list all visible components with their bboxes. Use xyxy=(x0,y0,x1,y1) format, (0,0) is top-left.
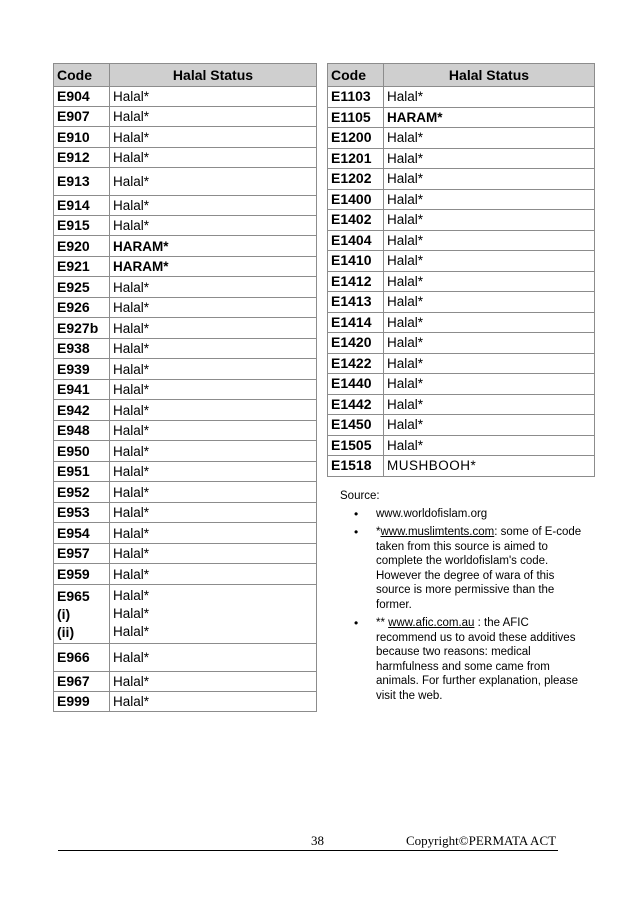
source-prefix: * xyxy=(376,526,381,538)
halal-status-cell: Halal* xyxy=(384,169,595,190)
left-additives-table xyxy=(53,63,317,712)
halal-status-cell: Halal* xyxy=(110,107,317,127)
table-row xyxy=(54,196,317,216)
table-row xyxy=(54,127,317,148)
halal-status-column-header: Halal Status xyxy=(384,64,595,87)
table-row xyxy=(54,441,317,462)
halal-status-cell: Halal* xyxy=(110,298,317,318)
halal-status-cell: Halal* xyxy=(110,380,317,400)
additive-code-cell: E913 xyxy=(54,168,110,196)
table-row xyxy=(328,128,595,149)
halal-status-cell: Halal* xyxy=(384,312,595,333)
table-row xyxy=(54,298,317,318)
table-row xyxy=(328,292,595,313)
table-row xyxy=(328,271,595,292)
additive-code-cell: E948 xyxy=(54,421,110,441)
additive-code-cell xyxy=(54,585,110,644)
table-row xyxy=(54,644,317,672)
table-row xyxy=(54,148,317,168)
halal-status-cell: Halal* xyxy=(110,216,317,236)
additive-code-cell: E904 xyxy=(54,87,110,107)
halal-status-cell: Halal* xyxy=(110,523,317,544)
table-row xyxy=(328,394,595,415)
additive-code-cell: E1413 xyxy=(328,292,384,313)
source-text: www.worldofislam.org xyxy=(376,507,488,520)
table-row xyxy=(54,482,317,503)
halal-status-cell: HARAM* xyxy=(110,257,317,277)
additive-code-cell: E1400 xyxy=(328,189,384,210)
table-row xyxy=(54,257,317,277)
halal-status-cell: Halal* xyxy=(384,353,595,374)
additive-code-cell: E999 xyxy=(54,692,110,712)
halal-status-cell: Halal* xyxy=(110,339,317,359)
additive-code-line: E965 xyxy=(57,588,90,604)
halal-status-cell: HARAM* xyxy=(110,236,317,257)
halal-status-cell: Halal* xyxy=(110,148,317,168)
halal-status-line: Halal* xyxy=(113,606,150,621)
table-row xyxy=(328,374,595,395)
halal-status-cell: Halal* xyxy=(110,441,317,462)
halal-status-cell: Halal* xyxy=(110,400,317,421)
table-row xyxy=(328,87,595,108)
table-row xyxy=(54,277,317,298)
table-row xyxy=(54,672,317,692)
additive-code-cell: E966 xyxy=(54,644,110,672)
additive-code-cell: E1201 xyxy=(328,148,384,169)
additive-code-cell: E1420 xyxy=(328,333,384,354)
source-item-worldofislam xyxy=(340,507,590,522)
halal-status-cell: Halal* xyxy=(384,189,595,210)
additive-code-cell: E1412 xyxy=(328,271,384,292)
additive-code-cell: E921 xyxy=(54,257,110,277)
additive-code-line: (ii) xyxy=(57,624,75,640)
halal-status-cell: Halal* xyxy=(384,415,595,436)
table-row xyxy=(54,400,317,421)
additive-code-cell: E1103 xyxy=(328,87,384,108)
table-row xyxy=(328,312,595,333)
halal-status-cell: Halal* xyxy=(110,503,317,523)
additive-code-cell: E1440 xyxy=(328,374,384,395)
halal-status-cell: Halal* xyxy=(384,292,595,313)
copyright-notice: Copyright©PERMATA ACT xyxy=(406,833,557,848)
table-row xyxy=(54,87,317,107)
additive-code-cell: E951 xyxy=(54,462,110,482)
additive-code-cell: E1410 xyxy=(328,251,384,272)
table-row xyxy=(54,421,317,441)
table-row xyxy=(54,523,317,544)
halal-status-cell: Halal* xyxy=(110,692,317,712)
additive-code-cell: E1450 xyxy=(328,415,384,436)
additive-code-cell: E1202 xyxy=(328,169,384,190)
additive-code-cell: E914 xyxy=(54,196,110,216)
left-table-header-row xyxy=(54,64,317,87)
additive-code-cell: E1200 xyxy=(328,128,384,149)
table-row xyxy=(328,456,595,477)
halal-status-cell: Halal* xyxy=(384,87,595,108)
bullet-icon: • xyxy=(354,506,359,521)
table-row xyxy=(328,353,595,374)
table-row xyxy=(328,169,595,190)
additive-code-cell: E1404 xyxy=(328,230,384,251)
halal-status-cell: Halal* xyxy=(384,230,595,251)
table-row xyxy=(328,415,595,436)
table-row xyxy=(54,585,317,644)
additive-code-cell: E942 xyxy=(54,400,110,421)
code-column-header: Code xyxy=(54,64,110,87)
halal-status-cell: Halal* xyxy=(384,271,595,292)
footer-divider xyxy=(58,850,558,851)
table-row xyxy=(54,359,317,380)
halal-status-cell: Halal* xyxy=(110,87,317,107)
halal-status-cell: Halal* xyxy=(110,127,317,148)
sources-list xyxy=(340,507,590,704)
halal-status-cell: Halal* xyxy=(110,359,317,380)
table-row xyxy=(328,230,595,251)
halal-status-cell: Halal* xyxy=(384,333,595,354)
additive-code-cell: E1105 xyxy=(328,107,384,128)
source-text: : some of E-code taken from this source is aimed to complete the worldofislam's code. However the degree of wara of this source is more permissive than the former. xyxy=(376,526,582,611)
halal-status-cell: Halal* xyxy=(110,672,317,692)
additive-code-cell: E1422 xyxy=(328,353,384,374)
bullet-icon: • xyxy=(354,616,359,630)
table-row xyxy=(328,333,595,354)
table-row xyxy=(328,189,595,210)
table-row xyxy=(328,148,595,169)
source-item-afic xyxy=(340,616,590,703)
afic-link[interactable]: www.afic.com.au xyxy=(388,617,475,629)
halal-status-cell: Halal* xyxy=(110,544,317,564)
halal-status-column-header: Halal Status xyxy=(110,64,317,87)
table-row xyxy=(328,210,595,231)
table-row xyxy=(328,435,595,456)
halal-status-cell: Halal* xyxy=(384,210,595,231)
source-text: : the AFIC recommend us to avoid these additives because two reasons: medical harmfulness and some came from animals. For further explanation, please visit the web. xyxy=(376,617,578,702)
additive-code-cell: E925 xyxy=(54,277,110,298)
table-row xyxy=(54,564,317,585)
additive-code-cell: E1442 xyxy=(328,394,384,415)
additive-code-cell: E927b xyxy=(54,318,110,339)
table-row xyxy=(54,216,317,236)
halal-status-line: Halal* xyxy=(113,588,150,603)
halal-status-cell: Halal* xyxy=(110,277,317,298)
code-column-header: Code xyxy=(328,64,384,87)
table-row xyxy=(54,236,317,257)
additive-code-cell: E959 xyxy=(54,564,110,585)
additive-code-cell: E1402 xyxy=(328,210,384,231)
additive-code-cell: E954 xyxy=(54,523,110,544)
left-table-body xyxy=(54,87,317,712)
additive-code-cell: E941 xyxy=(54,380,110,400)
halal-status-cell: Halal* xyxy=(110,462,317,482)
table-row xyxy=(54,380,317,400)
table-row xyxy=(54,462,317,482)
additive-code-cell: E953 xyxy=(54,503,110,523)
halal-status-cell: Halal* xyxy=(110,168,317,196)
additive-code-cell: E912 xyxy=(54,148,110,168)
table-row xyxy=(54,339,317,359)
halal-status-cell: Halal* xyxy=(110,318,317,339)
sources-label: Source: xyxy=(340,490,380,502)
additive-code-cell: E957 xyxy=(54,544,110,564)
additive-code-cell: E967 xyxy=(54,672,110,692)
source-item-muslimtents xyxy=(340,525,590,612)
additive-code-cell: E907 xyxy=(54,107,110,127)
halal-status-cell: Halal* xyxy=(384,394,595,415)
additive-code-cell: E1414 xyxy=(328,312,384,333)
additive-code-cell: E926 xyxy=(54,298,110,318)
additive-code-cell: E1518 xyxy=(328,456,384,477)
table-row xyxy=(328,107,595,128)
additive-code-cell: E915 xyxy=(54,216,110,236)
halal-status-cell: Halal* xyxy=(384,148,595,169)
halal-status-cell: Halal* xyxy=(110,482,317,503)
right-table-body xyxy=(328,87,595,477)
table-row xyxy=(54,692,317,712)
halal-status-cell: HARAM* xyxy=(384,107,595,128)
halal-status-cell: Halal* xyxy=(384,251,595,272)
additive-code-cell: E910 xyxy=(54,127,110,148)
table-row xyxy=(54,318,317,339)
additive-code-cell: E1505 xyxy=(328,435,384,456)
table-row xyxy=(54,168,317,196)
table-row xyxy=(54,503,317,523)
halal-status-cell: Halal* xyxy=(110,421,317,441)
halal-status-cell: Halal* xyxy=(384,435,595,456)
sources-section xyxy=(340,489,590,707)
halal-status-line: Halal* xyxy=(113,624,150,639)
additive-code-cell: E938 xyxy=(54,339,110,359)
right-table-header-row xyxy=(328,64,595,87)
source-prefix: ** xyxy=(376,617,389,629)
halal-status-cell: Halal* xyxy=(384,374,595,395)
halal-status-cell: Halal* xyxy=(110,644,317,672)
additive-code-cell: E920 xyxy=(54,236,110,257)
table-row xyxy=(54,544,317,564)
bullet-icon: • xyxy=(354,525,359,539)
page-number: 38 xyxy=(311,833,324,848)
additive-code-cell: E939 xyxy=(54,359,110,380)
halal-status-cell: Halal* xyxy=(110,564,317,585)
halal-status-cell: Halal* xyxy=(384,128,595,149)
muslimtents-link[interactable]: www.muslimtents.com xyxy=(380,526,495,538)
additive-code-cell: E952 xyxy=(54,482,110,503)
table-row xyxy=(54,107,317,127)
additive-code-line: (i) xyxy=(57,606,71,622)
additive-code-cell: E950 xyxy=(54,441,110,462)
halal-status-cell xyxy=(110,585,317,644)
halal-status-cell: Halal* xyxy=(110,196,317,216)
halal-status-cell: MUSHBOOH* xyxy=(384,456,595,477)
table-row xyxy=(328,251,595,272)
right-additives-table xyxy=(327,63,595,477)
